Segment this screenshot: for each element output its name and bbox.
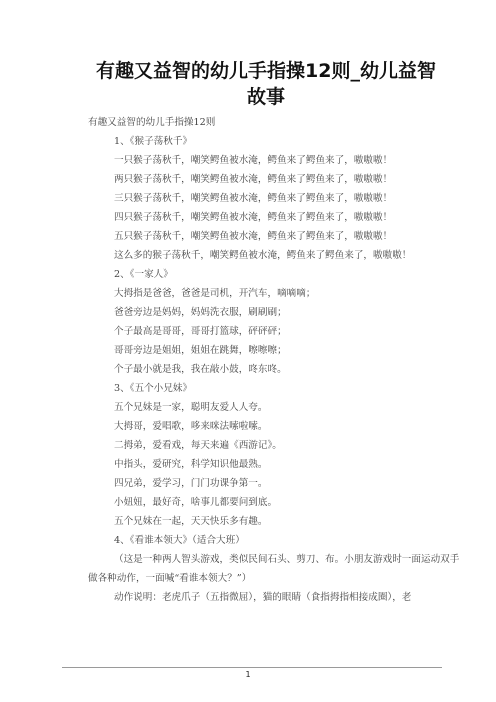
text-line: 这么多的猴子荡秋千，嘲笑鳄鱼被水淹，鳄鱼来了鳄鱼来了，嗷嗷嗷！ (114, 250, 412, 261)
text-line: 三只猴子荡秋千，嘲笑鳄鱼被水淹，鳄鱼来了鳄鱼来了，嗷嗷嗷！ (114, 193, 393, 204)
text-line: 五只猴子荡秋千，嘲笑鳄鱼被水淹，鳄鱼来了鳄鱼来了，嗷嗷嗷！ (114, 231, 393, 242)
line-list (88, 113, 488, 550)
text-line: 1、《猴子荡秋千》 (114, 136, 193, 147)
text-line: 3、《五个小兄妹》 (114, 383, 193, 394)
footer-divider (62, 667, 442, 668)
text-line: 一只猴子荡秋千，嘲笑鳄鱼被水淹，鳄鱼来了鳄鱼来了，嗷嗷嗷！ (114, 155, 393, 166)
text-line: 小妞妞，最好奇，啥事儿都要问到底。 (114, 497, 278, 508)
text-line: 大拇指是爸爸，爸爸是司机，开汽车，嘀嘀嘀； (114, 288, 316, 299)
document-body (88, 113, 488, 607)
paragraph-text: （这是一种两人智头游戏，类似民间石头、剪刀、布。小朋友游戏时一面运动双手做各种动作，一面喊“看谁本领大？”） (88, 554, 460, 584)
text-line: 四只猴子荡秋千，嘲笑鳄鱼被水淹，鳄鱼来了鳄鱼来了，嗷嗷嗷！ (114, 212, 393, 223)
text-line: 4、《看谁本领大》（适合大班） (114, 535, 245, 546)
text-line: 五个兄妹在一起，天天快乐多有趣。 (114, 516, 268, 527)
text-line: 2、《一家人》 (114, 269, 173, 280)
text-line: 哥哥旁边是姐姐，姐姐在跳舞，嚓嚓嚓； (114, 345, 287, 356)
text-line: 大拇哥，爱唱歌，哆来咪法嗦啦嗦。 (114, 421, 268, 432)
text-line: 五个兄妹是一家，聪明友爱人人夸。 (114, 402, 268, 413)
text-line: 爸爸旁边是妈妈，妈妈洗衣服，刷刷刷； (114, 307, 287, 318)
text-line: 中指头，爱研究，科学知识他最熟。 (114, 459, 268, 470)
text-line: 两只猴子荡秋千，嘲笑鳄鱼被水淹，鳄鱼来了鳄鱼来了，嗷嗷嗷！ (114, 174, 393, 185)
text-line: 四兄弟，爱学习，门门功课争第一。 (114, 478, 268, 489)
page-number: 1 (245, 670, 251, 679)
text-line: 个子最小就是我，我在敲小鼓，咚东咚。 (114, 364, 287, 375)
last-line-text: 动作说明：老虎爪子（五指微屈），猫的眼睛（食指拇指相接成圈），老 (114, 592, 412, 603)
text-line: 个子最高是哥哥，哥哥打篮球，砰砰砰； (114, 326, 287, 337)
text-line: 有趣又益智的幼儿手指操12则 (88, 117, 216, 128)
document-title: 有趣又益智的幼儿手指操12则_幼儿益智故事 (96, 60, 436, 108)
text-line: 二拇弟，爱看戏，每天来遍《西游记》。 (114, 440, 282, 451)
